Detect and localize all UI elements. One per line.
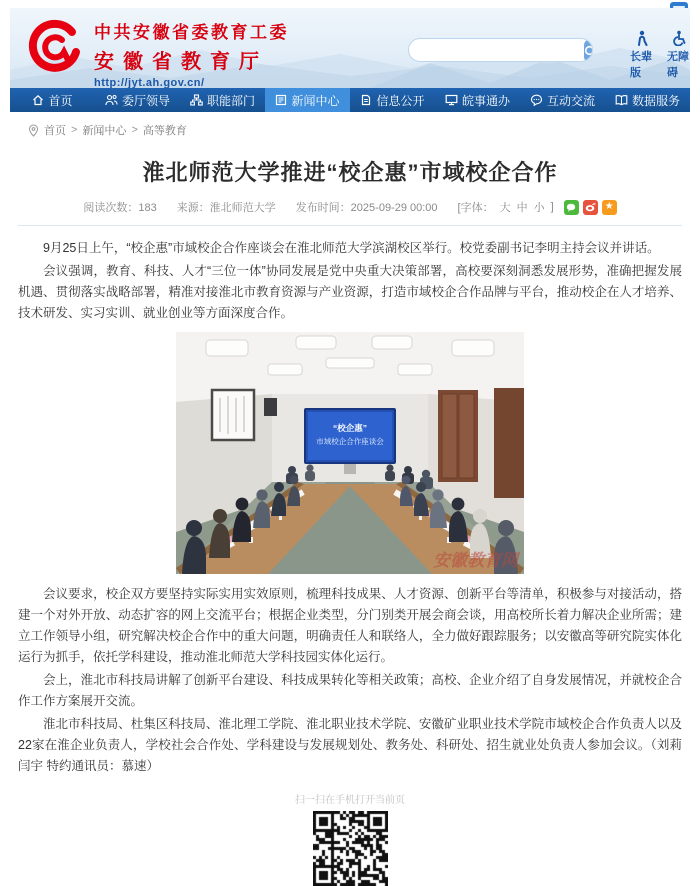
paragraph-3: 会议要求，校企双方要坚持实际实用实效原则，梳理科技成果、人才资源、创新平台等清单，积极参与对接活动，搭建一个对外开放、动态扩容的网上交流平台；根据企业类型，分门别类开展会商会谈，用高校所长着力解决企业所需；建立工作领导小组，研究解决校企合作中的重大问题，明确责任人和联络人，全力做好跟踪服务；以安徽高等研究院实体化运行为抓手，依托学科建设，推动淮北师范大学科技园实体化运行。 xyxy=(18,587,682,664)
site-logo-icon xyxy=(28,18,84,74)
location-pin-icon xyxy=(28,124,39,137)
breadcrumb-separator: > xyxy=(131,124,138,136)
access-links xyxy=(630,30,690,80)
wechat-icon xyxy=(566,203,576,212)
nav-label: 数据服务 xyxy=(631,93,680,108)
nav-label: 信息公开 xyxy=(376,93,425,108)
site-banner xyxy=(10,8,690,88)
article-source: 来源：淮北师范大学 xyxy=(176,202,276,214)
qr-caption: 扫一扫在手机打开当前页 xyxy=(295,795,405,806)
views-count: 阅读次数：183 xyxy=(83,202,157,214)
photo-container xyxy=(18,332,682,574)
site-url[interactable]: http://jyt.ah.gov.cn/ xyxy=(94,77,205,88)
accessibility-link[interactable] xyxy=(667,30,690,80)
screen-title-line2: 市域校企合作座谈会 xyxy=(316,437,384,446)
search-bar xyxy=(408,38,593,62)
home-icon xyxy=(32,94,44,106)
nav-item-wanshitong[interactable] xyxy=(435,88,520,112)
org-committee-title: 中共安徽省委教育工委 xyxy=(94,23,289,42)
nav-item-departments[interactable] xyxy=(180,88,265,112)
font-size-large[interactable]: 大 xyxy=(499,202,511,214)
star-icon: ★ xyxy=(604,201,614,212)
font-size-small[interactable]: 小 xyxy=(533,202,545,214)
nav-label: 首页 xyxy=(48,93,73,108)
elder-version-link[interactable] xyxy=(630,30,653,80)
nav-item-home[interactable] xyxy=(10,88,95,112)
department-title: 安徽省教育厅 xyxy=(94,51,268,73)
accessibility-label: 无障碍 xyxy=(667,51,689,79)
nav-label: 新闻中心 xyxy=(291,93,340,108)
breadcrumb-higher-education[interactable]: 高等教育 xyxy=(142,125,187,137)
page xyxy=(10,0,690,886)
publish-time: 发布时间：2025-09-29 00:00 xyxy=(295,202,438,214)
breadcrumb-news-center[interactable]: 新闻中心 xyxy=(82,125,127,137)
font-size-prefix: [字体： xyxy=(457,202,494,214)
screen-title-line1: “校企惠” xyxy=(332,423,368,433)
nav-item-news-center[interactable] xyxy=(265,88,350,112)
nav-item-data-services[interactable] xyxy=(605,88,690,112)
meeting-room-photo xyxy=(176,332,524,574)
nav-item-leaders[interactable] xyxy=(95,88,180,112)
newspaper-icon xyxy=(275,94,287,106)
article-title: 淮北师范大学推进“校企惠”市域校企合作 xyxy=(142,160,558,185)
paragraph-1: 9月25日上午，“校企惠”市域校企合作座谈会在淮北师范大学滨湖校区举行。校党委副书记李明主持会议并讲话。 xyxy=(43,241,660,255)
share-buttons xyxy=(564,200,617,215)
wechat-share-button[interactable] xyxy=(564,200,579,215)
brand-text xyxy=(94,18,289,88)
qr-section xyxy=(18,791,682,886)
paragraph-5: 淮北市科技局、杜集区科技局、淮北理工学院、淮北职业技术学院、安徽矿业职业技术学院市域校企合作负责人以及22家在淮企业负责人，学校社会合作处、学科建设与发展规划处、教务处、科研处、招生就业处负责人参加会议。（刘莉 闫宇 特约通讯员：慕速） xyxy=(18,717,682,773)
breadcrumb-home[interactable]: 首页 xyxy=(44,125,66,137)
top-strip xyxy=(10,0,690,8)
nav-label: 皖事通办 xyxy=(461,93,510,108)
wheelchair-icon xyxy=(671,30,687,46)
people-icon xyxy=(105,94,118,106)
nav-label: 职能部门 xyxy=(206,93,255,108)
font-size-suffix: ] xyxy=(550,201,554,213)
nav-item-info-disclosure[interactable] xyxy=(350,88,435,112)
monitor-icon xyxy=(445,94,458,106)
breadcrumb-separator: > xyxy=(71,124,78,136)
font-size-medium[interactable]: 中 xyxy=(516,202,528,214)
photo-watermark: 安徽教育网 xyxy=(433,551,518,570)
nav-label: 互动交流 xyxy=(546,93,595,108)
article-meta xyxy=(18,199,682,215)
elder-version-label: 长辈版 xyxy=(630,51,652,79)
site-brand[interactable] xyxy=(28,18,289,88)
main-nav xyxy=(10,88,690,112)
search-icon xyxy=(584,45,593,58)
meta-divider xyxy=(18,225,682,226)
favorite-star-button[interactable] xyxy=(602,200,617,215)
nav-item-interaction[interactable] xyxy=(520,88,605,112)
chat-bubble-icon xyxy=(530,94,543,106)
breadcrumb xyxy=(10,112,690,146)
weibo-icon xyxy=(585,202,596,212)
search-input[interactable] xyxy=(409,39,584,61)
elder-person-icon xyxy=(634,30,650,46)
paragraph-4: 会上，淮北市科技局讲解了创新平台建设、科技成果转化等相关政策；高校、企业介绍了自身发展情况，并就校企合作工作方案展开交流。 xyxy=(18,673,682,708)
document-icon xyxy=(360,94,372,106)
nav-label: 委厅领导 xyxy=(121,93,170,108)
paragraph-2: 会议强调，教育、科技、人才“三位一体”协同发展是党中央重大决策部署，高校要深刻洞悉发展形势，准确把握发展机遇、贯彻落实战略部署，精准对接淮北市教育资源与产业资源，打造市域校企合作品牌与平台，推动校企在人才培养、技术研发、实习实训、就业创业等方面深度合作。 xyxy=(18,264,682,320)
article xyxy=(10,156,690,886)
qr-code xyxy=(313,811,388,886)
open-book-icon xyxy=(615,94,628,106)
article-body xyxy=(18,238,682,777)
org-chart-icon xyxy=(190,94,203,106)
weibo-share-button[interactable] xyxy=(583,200,598,215)
